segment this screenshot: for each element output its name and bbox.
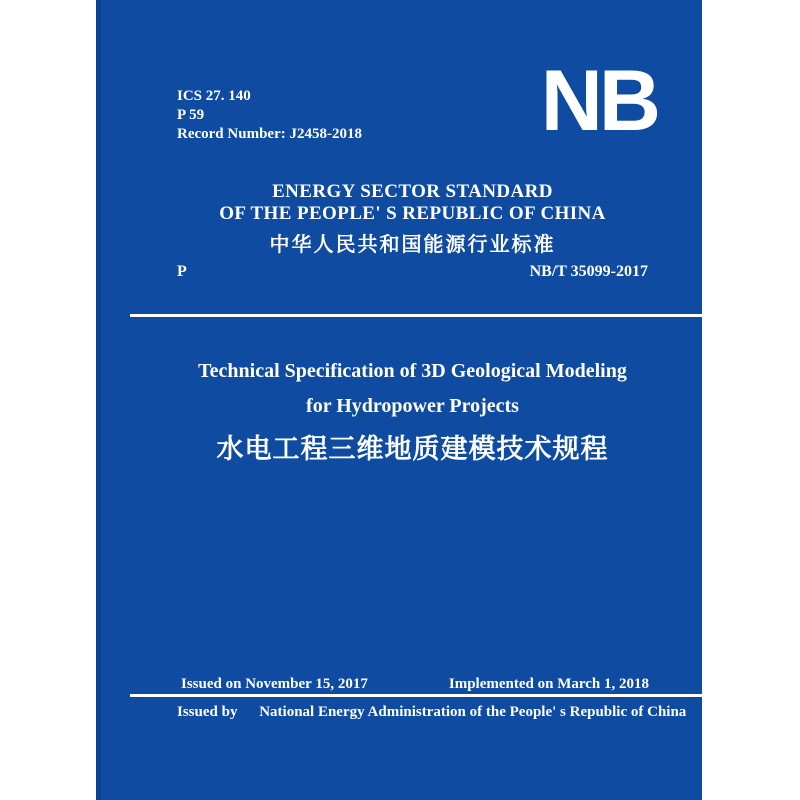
meta-block (177, 87, 362, 144)
title-chinese: 水电工程三维地质建模技术规程 (216, 434, 609, 464)
issued-date: Issued on November 15, 2017 (181, 676, 368, 692)
ics-code: ICS 27. 140 (177, 88, 251, 104)
class-code: P 59 (177, 107, 205, 123)
top-divider-rule (130, 314, 702, 317)
record-number: Record Number: J2458-2018 (177, 126, 362, 142)
implemented-date: Implemented on March 1, 2018 (448, 676, 649, 692)
issued-by-row (177, 704, 687, 721)
dates-row (181, 676, 649, 693)
bottom-divider-rule (130, 694, 702, 697)
title-english-line1: Technical Specification of 3D Geological Modeling (198, 360, 627, 382)
doc-class-letter: P (177, 263, 187, 280)
standard-type-line1: ENERGY SECTOR STANDARD (272, 181, 553, 202)
standard-cover (96, 0, 702, 800)
standard-type-line2: OF THE PEOPLE' S REPUBLIC OF CHINA (219, 203, 606, 224)
classification-row (177, 263, 648, 281)
spine-shade (96, 0, 101, 800)
nb-logo: NB (540, 53, 657, 149)
issued-by-value: National Energy Administration of the People' s Republic of China (259, 704, 687, 720)
standard-number: NB/T 35099-2017 (529, 263, 648, 280)
standard-type-chinese: 中华人民共和国能源行业标准 (269, 234, 556, 256)
title-english-line2: for Hydropower Projects (306, 395, 519, 417)
issued-by-label: Issued by (177, 704, 238, 720)
